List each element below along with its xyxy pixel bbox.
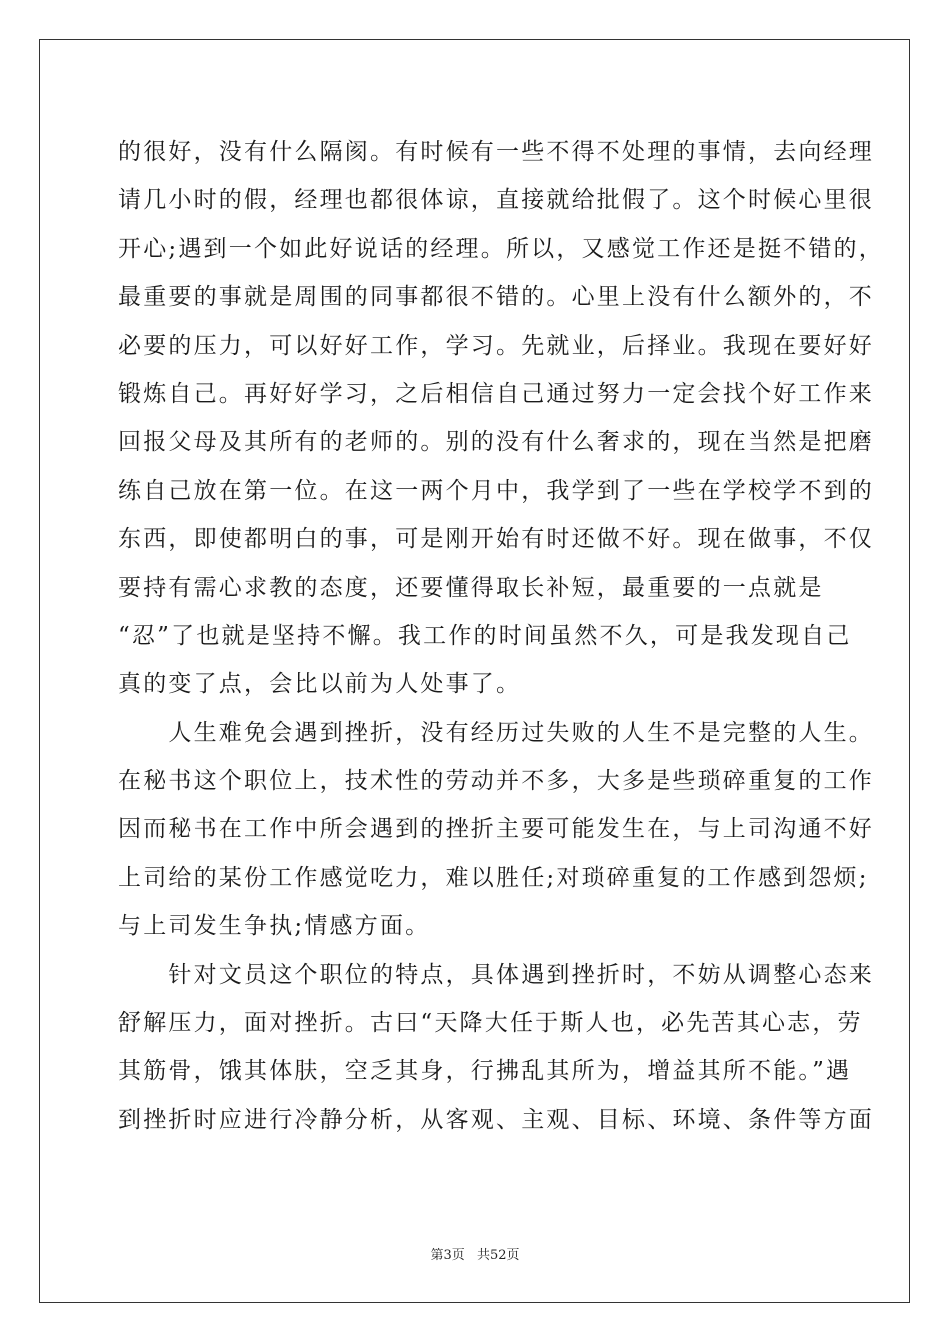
document-body — [118, 128, 884, 1144]
text-line: 在秘书这个职位上，技术性的劳动并不多，大多是些琐碎重复的工作 — [118, 768, 874, 795]
text-line: 练自己放在第一位。在这一两个月中，我学到了一些在学校学不到的 — [118, 477, 874, 504]
text-line: 针对文员这个职位的特点，具体遇到挫折时，不妨从调整心态来 — [118, 961, 874, 988]
total-pages: 共52页 — [476, 1248, 520, 1263]
text-line: 请几小时的假，经理也都很体谅，直接就给批假了。这个时候心里很 — [118, 187, 874, 214]
page-number: 第3页 — [430, 1248, 465, 1263]
text-line: 的很好，没有什么隔阂。有时候有一些不得不处理的事情，去向经理 — [118, 139, 874, 165]
text-line: 回报父母及其所有的老师的。别的没有什么奢求的，现在当然是把磨 — [118, 429, 874, 456]
text-line: 到挫折时应进行冷静分析，从客观、主观、目标、环境、条件等方面 — [118, 1106, 874, 1133]
text-line: 上司给的某份工作感觉吃力，难以胜任;对琐碎重复的工作感到怨烦; — [118, 864, 869, 891]
text-line: 舒解压力，面对挫折。古曰“天降大任于斯人也，必先苦其心志，劳 — [118, 1010, 863, 1037]
text-line: 开心;遇到一个如此好说话的经理。所以，又感觉工作还是挺不错的， — [118, 235, 884, 262]
text-line: 人生难免会遇到挫折，没有经历过失败的人生不是完整的人生。 — [118, 719, 874, 746]
text-line: 最重要的事就是周围的同事都很不错的。心里上没有什么额外的，不 — [118, 284, 874, 311]
text-line: 要持有需心求教的态度，还要懂得取长补短，最重要的一点就是 — [118, 574, 824, 601]
text-line: 其筋骨，饿其体肤，空乏其身，行拂乱其所为，增益其所不能。”遇 — [118, 1058, 852, 1085]
text-line: 锻炼自己。再好好学习，之后相信自己通过努力一定会找个好工作来 — [118, 380, 874, 407]
text-line: 与上司发生争执;情感方面。 — [118, 913, 431, 940]
text-line: 真的变了点，会比以前为人处事了。 — [118, 671, 522, 698]
text-line: 东西，即使都明白的事，可是刚开始有时还做不好。现在做事，不仅 — [118, 526, 874, 553]
text-line: “忍”了也就是坚持不懈。我工作的时间虽然不久，可是我发现自己 — [118, 622, 852, 649]
page-footer — [0, 1244, 950, 1263]
text-line: 因而秘书在工作中所会遇到的挫折主要可能发生在，与上司沟通不好 — [118, 816, 874, 843]
text-line: 必要的压力，可以好好工作，学习。先就业，后择业。我现在要好好 — [118, 332, 874, 359]
